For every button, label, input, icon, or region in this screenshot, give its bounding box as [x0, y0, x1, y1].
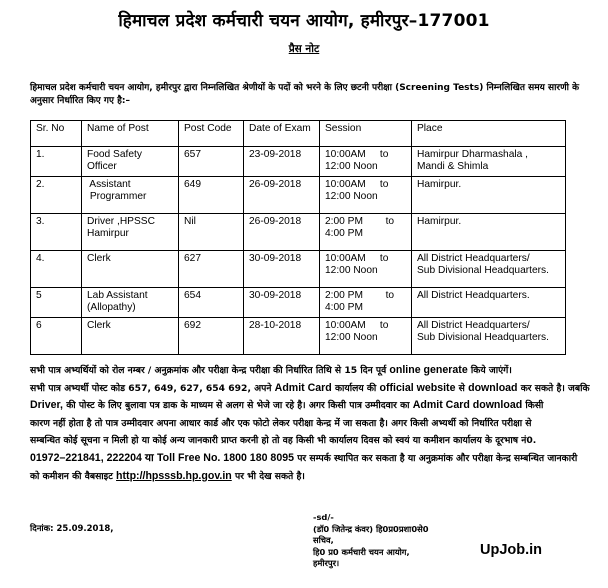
cell-session: 10:00AM to 12:00 Noon [320, 318, 412, 355]
cell-code: Nil [179, 214, 244, 251]
signatory-place: हमीरपुर। [313, 558, 340, 568]
cell-place: All District Headquarters/ Sub Divisional Headquarters. [412, 318, 566, 355]
cell-sr-no: 3. [31, 214, 82, 251]
cell-code: 654 [179, 288, 244, 318]
cell-sr-no: 1. [31, 147, 82, 177]
cell-sr-no: 5 [31, 288, 82, 318]
table-header-row [31, 121, 566, 147]
intro-paragraph: हिमाचल प्रदेश कर्मचारी चयन आयोग, हमीरपुर द्वारा निम्नलिखित श्रेणीयों के पदों को भरने के लिए छटनी परीक्षा (Screening Tests) निम्नलिखित समय सारणी के अनुसार निर्धारित किए गए है:– [30, 83, 579, 106]
table-row [31, 318, 566, 355]
cell-place: All District Headquarters/ Sub Divisional Headquarters. [412, 251, 566, 288]
cell-session: 2:00 PM to 4:00 PM [320, 288, 412, 318]
cell-date: 28-10-2018 [244, 318, 320, 355]
note-line-7: को कमीशन की वैबसाइट http://hpsssb.hp.gov.in पर भी देख सकते है। [30, 469, 305, 482]
cell-post: Assistant Programmer [82, 177, 179, 214]
cell-date: 23-09-2018 [244, 147, 320, 177]
cell-code: 657 [179, 147, 244, 177]
instructions-block [30, 362, 590, 485]
cell-sr-no: 2. [31, 177, 82, 214]
table-row [31, 177, 566, 214]
table-row [31, 251, 566, 288]
cell-post: Food Safety Officer [82, 147, 179, 177]
cell-sr-no: 6 [31, 318, 82, 355]
col-header-place: Place [412, 121, 566, 147]
signature-line: -sd/- [313, 512, 334, 522]
issue-date: दिनांक: 25.09.2018, [30, 524, 114, 534]
col-header-date-of-exam: Date of Exam [244, 121, 320, 147]
cell-date: 26-09-2018 [244, 177, 320, 214]
cell-session: 10:00AM to 12:00 Noon [320, 147, 412, 177]
commission-website-link[interactable]: http://hpsssb.hp.gov.in [116, 469, 232, 482]
page-title: हिमाचल प्रदेश कर्मचारी चयन आयोग, हमीरपुर–177001 [118, 11, 490, 31]
note-line-3: Driver, की पोस्ट के लिए बुलावा पत्र डाक के माध्यम से अलग से भेजे जा रहे है। अगर किसी पात्र उम्मीदवार का Admit Card download किसी [30, 399, 544, 412]
cell-sr-no: 4. [31, 251, 82, 288]
upjob-watermark: UpJob.in [480, 542, 543, 558]
cell-post: Clerk [82, 251, 179, 288]
signatory-name: (डॉ0 जितेन्द्र कंवर) हि0प्र0प्रशा0से0 [313, 523, 429, 534]
cell-session: 10:00AM to 12:00 Noon [320, 251, 412, 288]
press-note-heading: प्रैस नोट [288, 43, 320, 55]
table-row [31, 288, 566, 318]
cell-code: 649 [179, 177, 244, 214]
cell-session: 2:00 PM to 4:00 PM [320, 214, 412, 251]
cell-place: Hamirpur Dharmashala , Mandi & Shimla [412, 147, 566, 177]
cell-date: 30-09-2018 [244, 288, 320, 318]
cell-place: Hamirpur. [412, 177, 566, 214]
col-header-name-of-post: Name of Post [82, 121, 179, 147]
cell-place: All District Headquarters. [412, 288, 566, 318]
cell-post: Driver ,HPSSC Hamirpur [82, 214, 179, 251]
note-line-5: सम्बन्धित कोई सूचना न मिली हो या कोई अन्य जानकारी प्राप्त करनी हो तो वह किसी भी कार्यालय दिवस को स्वयं या कमीशन कार्यालय के दूरभाष नं0. [30, 435, 537, 447]
table-row [31, 214, 566, 251]
cell-session: 10:00AM to 12:00 Noon [320, 177, 412, 214]
cell-post: Clerk [82, 318, 179, 355]
signature-block [313, 512, 493, 570]
table-row [31, 147, 566, 177]
cell-date: 30-09-2018 [244, 251, 320, 288]
signatory-office: हि0 प्र0 कर्मचारी चयन आयोग, [313, 546, 410, 557]
note-line-4: कारण नहीं होता है तो पात्र उम्मीदवार अपना आधार कार्ड और एक फोटो लेकर परीक्षा केन्द्र में जा सकता है। अगर किसी अभ्यर्थी को निर्धारित परीक्षा से [30, 417, 532, 429]
note-line-1: सभी पात्र अभ्यर्थियों को रोल नम्बर / अनुक्रमांक और परीक्षा केन्द्र परीक्षा की निर्धारित तिथि से 15 दिन पूर्व online generate किये जाएंगें। [30, 364, 512, 376]
note-line-2: सभी पात्र अभ्यर्थी पोस्ट कोड 657, 649, 627, 654 692, अपने Admit Card कार्यालय की official website से download कर सकते है। जबकि [30, 381, 590, 394]
cell-post: Lab Assistant (Allopathy) [82, 288, 179, 318]
signatory-designation: सचिव, [313, 535, 334, 545]
col-header-post-code: Post Code [179, 121, 244, 147]
cell-code: 692 [179, 318, 244, 355]
cell-code: 627 [179, 251, 244, 288]
cell-place: Hamirpur. [412, 214, 566, 251]
note-line-6: 01972–221841, 222204 या Toll Free No. 1800 180 8095 पर सम्पर्क स्थापित कर सकता है या अनुक्रमांक और परीक्षा केन्द्र सम्बन्धित जानकारी [30, 451, 578, 464]
exam-schedule-table [30, 120, 566, 355]
col-header-sr-no: Sr. No [31, 121, 82, 147]
col-header-session: Session [320, 121, 412, 147]
cell-date: 26-09-2018 [244, 214, 320, 251]
